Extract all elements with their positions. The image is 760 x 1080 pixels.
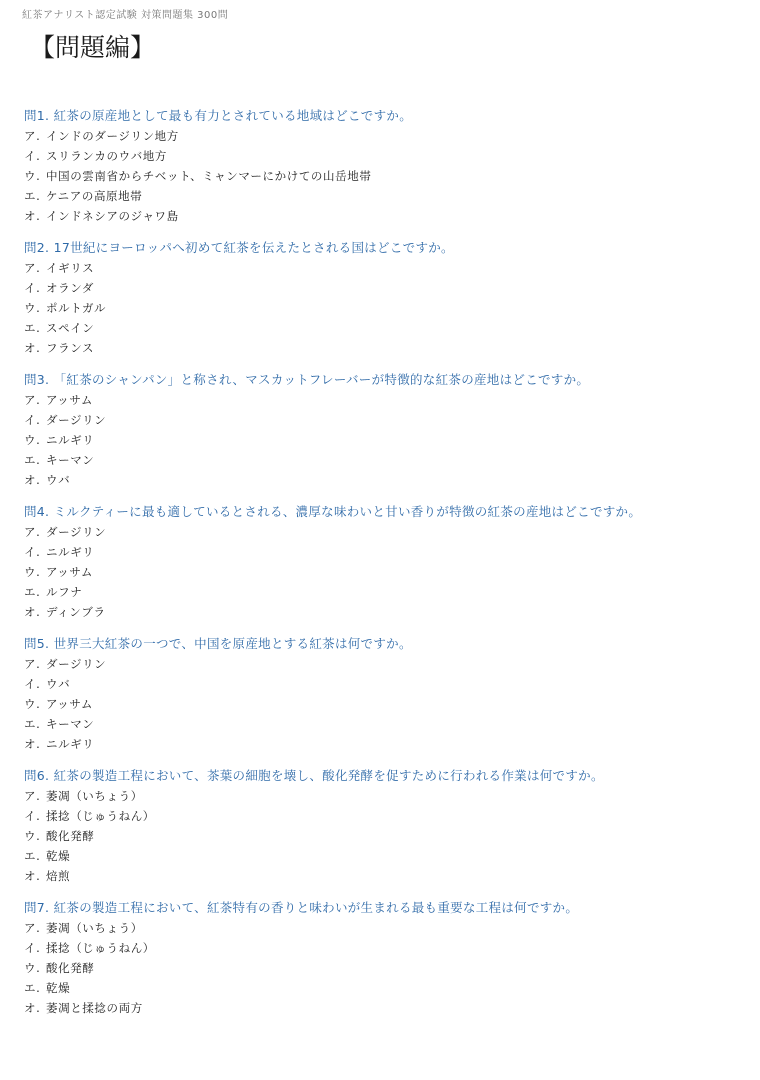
question-text: 問4. ミルクティーに最も適しているとされる、濃厚な味わいと甘い香りが特徴の紅茶の産地はどこですか。 [24,504,642,519]
answer-choice [24,338,744,358]
answer-choice [24,166,744,186]
answer-choice [24,866,744,886]
answer-choice [24,918,744,938]
choice-label: ア. [24,789,41,803]
choice-text: スペイン [46,321,95,335]
choice-text: ルフナ [46,585,83,599]
question-block [24,238,744,358]
choice-label: オ. [24,869,41,883]
choice-text: フランス [46,341,95,355]
answer-choice [24,846,744,866]
choice-text: ダージリン [46,657,107,671]
choice-label: イ. [24,677,41,691]
question-text: 問2. 17世紀にヨーロッパへ初めて紅茶を伝えたとされる国はどこですか。 [24,240,454,255]
answer-choice [24,694,744,714]
choice-text: キーマン [46,717,95,731]
choice-label: ア. [24,921,41,935]
choice-text: アッサム [46,565,94,579]
choice-text: スリランカのウバ地方 [46,149,167,163]
choice-label: ウ. [24,301,41,315]
choice-text: 乾燥 [46,849,71,863]
choice-text: アッサム [46,393,94,407]
question-text: 問1. 紅茶の原産地として最も有力とされている地域はどこですか。 [24,108,413,123]
choice-label: オ. [24,605,41,619]
choice-text: 酸化発酵 [46,961,95,975]
choice-label: オ. [24,341,41,355]
choice-label: オ. [24,737,41,751]
answer-choice [24,186,744,206]
answer-choice [24,582,744,602]
question-list [24,106,744,1030]
question-block [24,370,744,490]
choice-label: オ. [24,1001,41,1015]
question-text: 問5. 世界三大紅茶の一つで、中国を原産地とする紅茶は何ですか。 [24,636,412,651]
answer-choice [24,410,744,430]
answer-choice [24,734,744,754]
answer-choice [24,450,744,470]
answer-choice [24,298,744,318]
choice-label: ウ. [24,829,41,843]
choice-label: イ. [24,545,41,559]
question-block [24,502,744,622]
answer-choice [24,390,744,410]
choice-text: 萎凋（いちょう） [46,789,143,803]
choice-text: ディンブラ [46,605,106,619]
answer-choice [24,318,744,338]
choice-text: 乾燥 [46,981,71,995]
choice-text: 揉捻（じゅうねん） [46,809,155,823]
answer-choice [24,826,744,846]
choice-text: オランダ [46,281,94,295]
choice-text: 中国の雲南省からチベット、ミャンマーにかけての山岳地帯 [46,169,372,183]
answer-choice [24,258,744,278]
choice-label: イ. [24,941,41,955]
answer-choice [24,430,744,450]
question-text: 問7. 紅茶の製造工程において、紅茶特有の香りと味わいが生まれる最も重要な工程は何ですか。 [24,900,579,915]
choice-text: ニルギリ [46,433,95,447]
choice-text: ポルトガル [46,301,107,315]
choice-text: 萎凋と揉捻の両方 [46,1001,143,1015]
answer-choice [24,998,744,1018]
choice-text: 萎凋（いちょう） [46,921,143,935]
choice-text: ニルギリ [46,545,95,559]
question-block [24,634,744,754]
choice-text: イギリス [46,261,95,275]
question-text: 問3. 「紅茶のシャンパン」と称され、マスカットフレーバーが特徴的な紅茶の産地はどこですか。 [24,372,590,387]
choice-text: キーマン [46,453,95,467]
answer-choice [24,938,744,958]
choice-label: エ. [24,189,41,203]
choice-label: ア. [24,129,41,143]
choice-text: ダージリン [46,525,107,539]
choice-text: 揉捻（じゅうねん） [46,941,155,955]
answer-choice [24,654,744,674]
answer-choice [24,542,744,562]
choice-text: アッサム [46,697,94,711]
choice-label: ウ. [24,697,41,711]
answer-choice [24,146,744,166]
choice-label: ア. [24,261,41,275]
answer-choice [24,978,744,998]
running-header: 紅茶アナリスト認定試験 対策問題集 300問 [22,10,229,21]
choice-label: エ. [24,981,41,995]
choice-text: ケニアの高原地帯 [46,189,143,203]
answer-choice [24,470,744,490]
choice-label: エ. [24,321,41,335]
choice-text: ダージリン [46,413,107,427]
answer-choice [24,602,744,622]
choice-label: ア. [24,393,41,407]
answer-choice [24,126,744,146]
choice-text: 酸化発酵 [46,829,95,843]
answer-choice [24,206,744,226]
question-block [24,766,744,886]
choice-label: エ. [24,453,41,467]
choice-label: ウ. [24,169,41,183]
choice-label: エ. [24,849,41,863]
choice-label: オ. [24,473,41,487]
answer-choice [24,958,744,978]
choice-label: エ. [24,717,41,731]
choice-text: 焙煎 [46,869,71,883]
choice-label: イ. [24,413,41,427]
choice-label: オ. [24,209,41,223]
question-text: 問6. 紅茶の製造工程において、茶葉の細胞を壊し、酸化発酵を促すために行われる作業は何ですか。 [24,768,604,783]
choice-text: ウバ [46,473,71,487]
choice-label: イ. [24,809,41,823]
choice-label: エ. [24,585,41,599]
choice-text: ウバ [46,677,71,691]
choice-label: ア. [24,525,41,539]
choice-label: ウ. [24,433,41,447]
choice-text: インドネシアのジャワ島 [46,209,179,223]
answer-choice [24,714,744,734]
choice-label: ア. [24,657,41,671]
choice-label: イ. [24,281,41,295]
question-block [24,106,744,226]
choice-text: ニルギリ [46,737,95,751]
choice-label: ウ. [24,565,41,579]
answer-choice [24,806,744,826]
section-title: 【問題編】 [30,33,156,62]
answer-choice [24,562,744,582]
answer-choice [24,674,744,694]
choice-label: ウ. [24,961,41,975]
answer-choice [24,278,744,298]
answer-choice [24,522,744,542]
question-block [24,898,744,1018]
choice-text: インドのダージリン地方 [46,129,179,143]
answer-choice [24,786,744,806]
choice-label: イ. [24,149,41,163]
